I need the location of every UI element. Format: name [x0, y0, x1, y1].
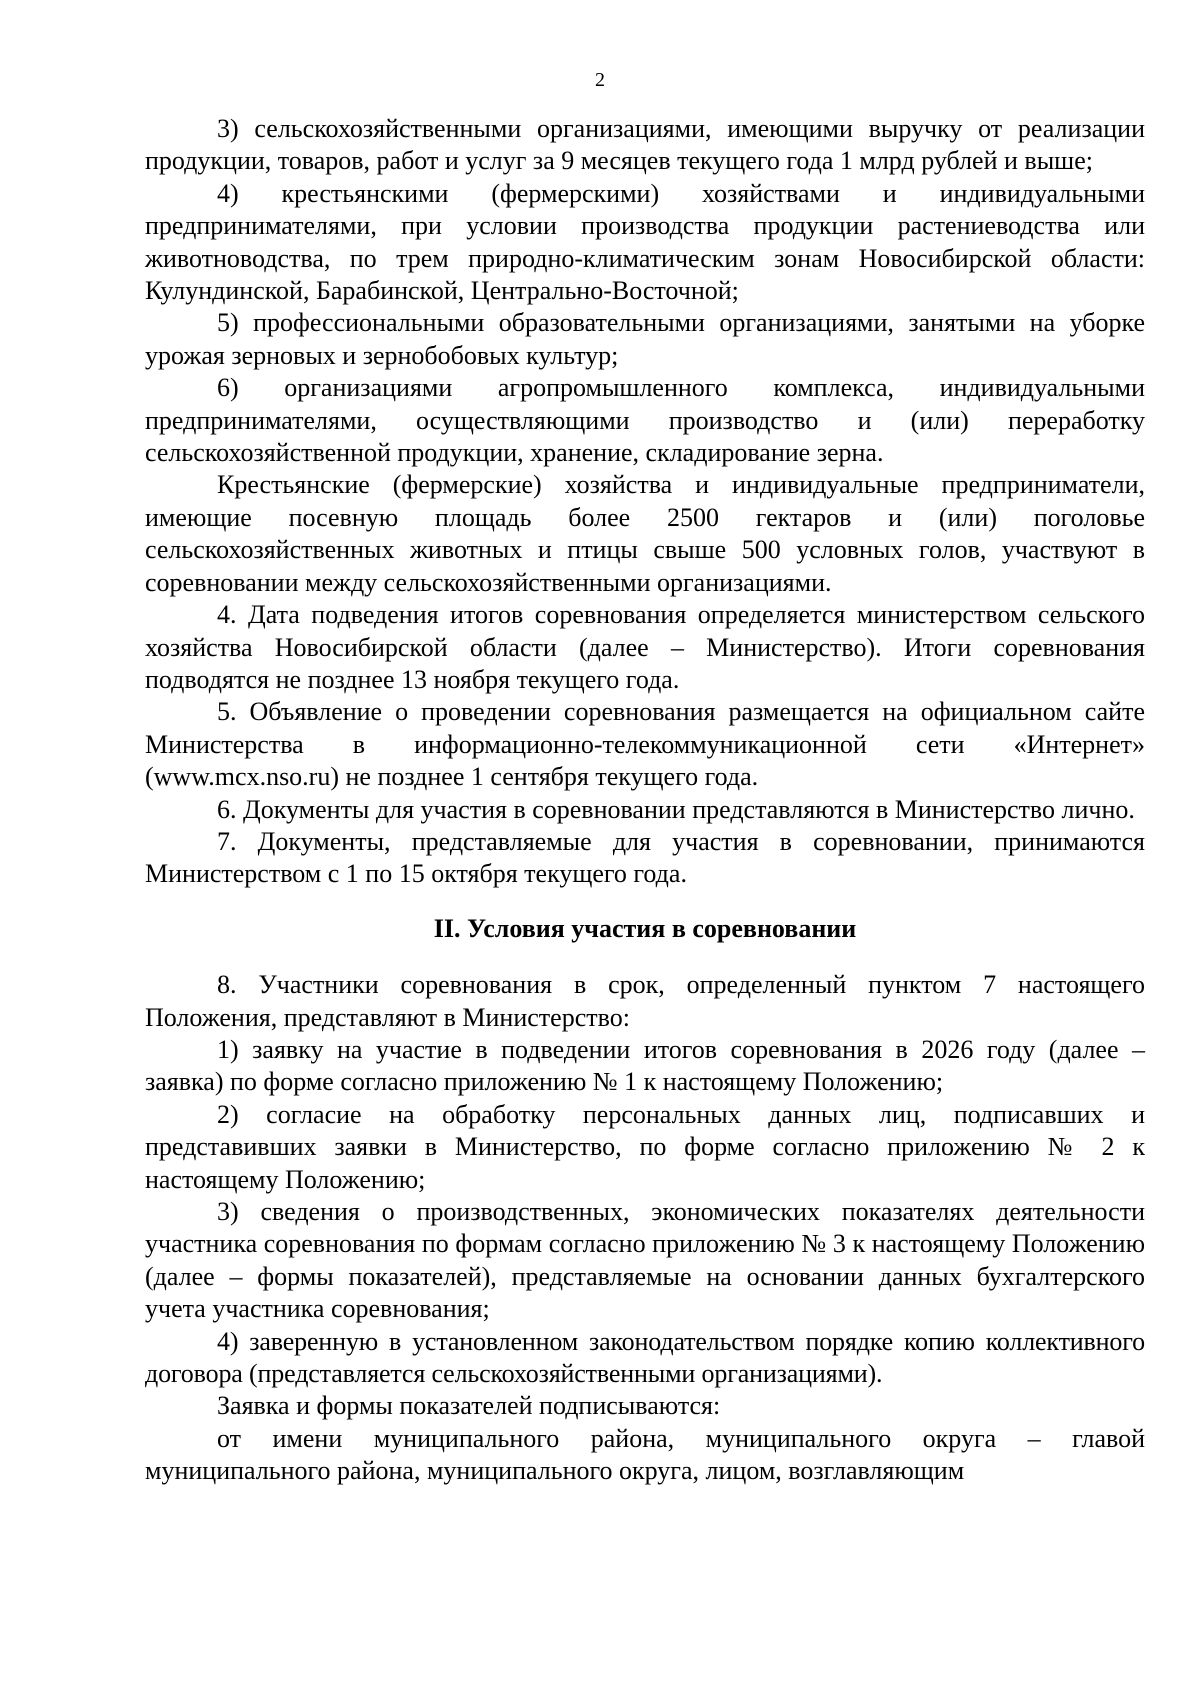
- paragraph-subitem-3: 3) сведения о производственных, экономических показателях деятельности участника соревнования по формам согласно приложению № 3 к настоящему Положению (далее – формы показателей), представляемые на основании данных бухгалтерского учета участника соревнования;: [145, 1197, 1145, 1324]
- document-body: [145, 113, 1145, 1488]
- section-heading: II. Условия участия в соревновании: [433, 913, 857, 943]
- paragraph-clause-4: 4. Дата подведения итогов соревнования определяется министерством сельского хозяйства Новосибирской области (далее – Министерство). Итоги соревнования подводятся не позднее 13 ноября текущего года.: [145, 600, 1145, 694]
- paragraph-clause-6: 6. Документы для участия в соревновании представляются в Министерство лично.: [217, 794, 1135, 824]
- paragraph-farm-note: Крестьянские (фермерские) хозяйства и индивидуальные предприниматели, имеющие посевную площадь более 2500 гектаров и (или) поголовье сельскохозяйственных животных и птицы свыше 500 условных голов, участвуют в соревновании между сельскохозяйственными организациями.: [145, 470, 1145, 597]
- paragraph-clause-8: 8. Участники соревнования в срок, определенный пунктом 7 настоящего Положения, представляют в Министерство:: [145, 970, 1145, 1032]
- paragraph-signing-municipal: от имени муниципального района, муниципального округа – главой муниципального района, муниципального округа, лицом, возглавляющим: [145, 1423, 1145, 1486]
- paragraph-clause-5: 5. Объявление о проведении соревнования размещается на официальном сайте Министерства в информационно-телекоммуникационной сети «Интернет» (www.mcx.nso.ru) не позднее 1 сентября текущего года.: [145, 697, 1145, 792]
- paragraph-subitem-2: 2) согласие на обработку персональных данных лиц, подписавших и представивших заявки в Министерство, по форме согласно приложению № 2 к настоящему Положению;: [145, 1099, 1145, 1194]
- page-number: 2: [595, 69, 605, 91]
- paragraph-subitem-4: 4) заверенную в установленном законодательством порядке копию коллективного договора (представляется сельскохозяйственными организациями).: [145, 1326, 1145, 1389]
- paragraph-signing-intro: Заявка и формы показателей подписываются:: [217, 1391, 721, 1421]
- paragraph-subitem-1: 1) заявку на участие в подведении итогов соревнования в 2026 году (далее – заявка) по форме согласно приложению № 1 к настоящему Положению;: [145, 1034, 1145, 1097]
- paragraph-clause-7: 7. Документы, представляемые для участия в соревновании, принимаются Министерством с 1 по 15 октября текущего года.: [145, 826, 1145, 889]
- paragraph-item-5: 5) профессиональными образовательными организациями, занятыми на уборке урожая зерновых и зернобобовых культур;: [145, 308, 1145, 370]
- paragraph-item-3: 3) сельскохозяйственными организациями, имеющими выручку от реализации продукции, товаров, работ и услуг за 9 месяцев текущего года 1 млрд рублей и выше;: [145, 114, 1145, 176]
- paragraph-item-6: 6) организациями агропромышленного комплекса, индивидуальными предпринимателями, осуществляющими производство и (или) переработку сельскохозяйственной продукции, хранение, складирование зерна.: [145, 373, 1145, 468]
- paragraph-item-4: 4) крестьянскими (фермерскими) хозяйствами и индивидуальными предпринимателями, при условии производства продукции растениеводства или животноводства, по трем природно-климатическим зонам Новосибирской области: Кулундинской, Барабинской, Центрально-Восточной;: [145, 178, 1145, 306]
